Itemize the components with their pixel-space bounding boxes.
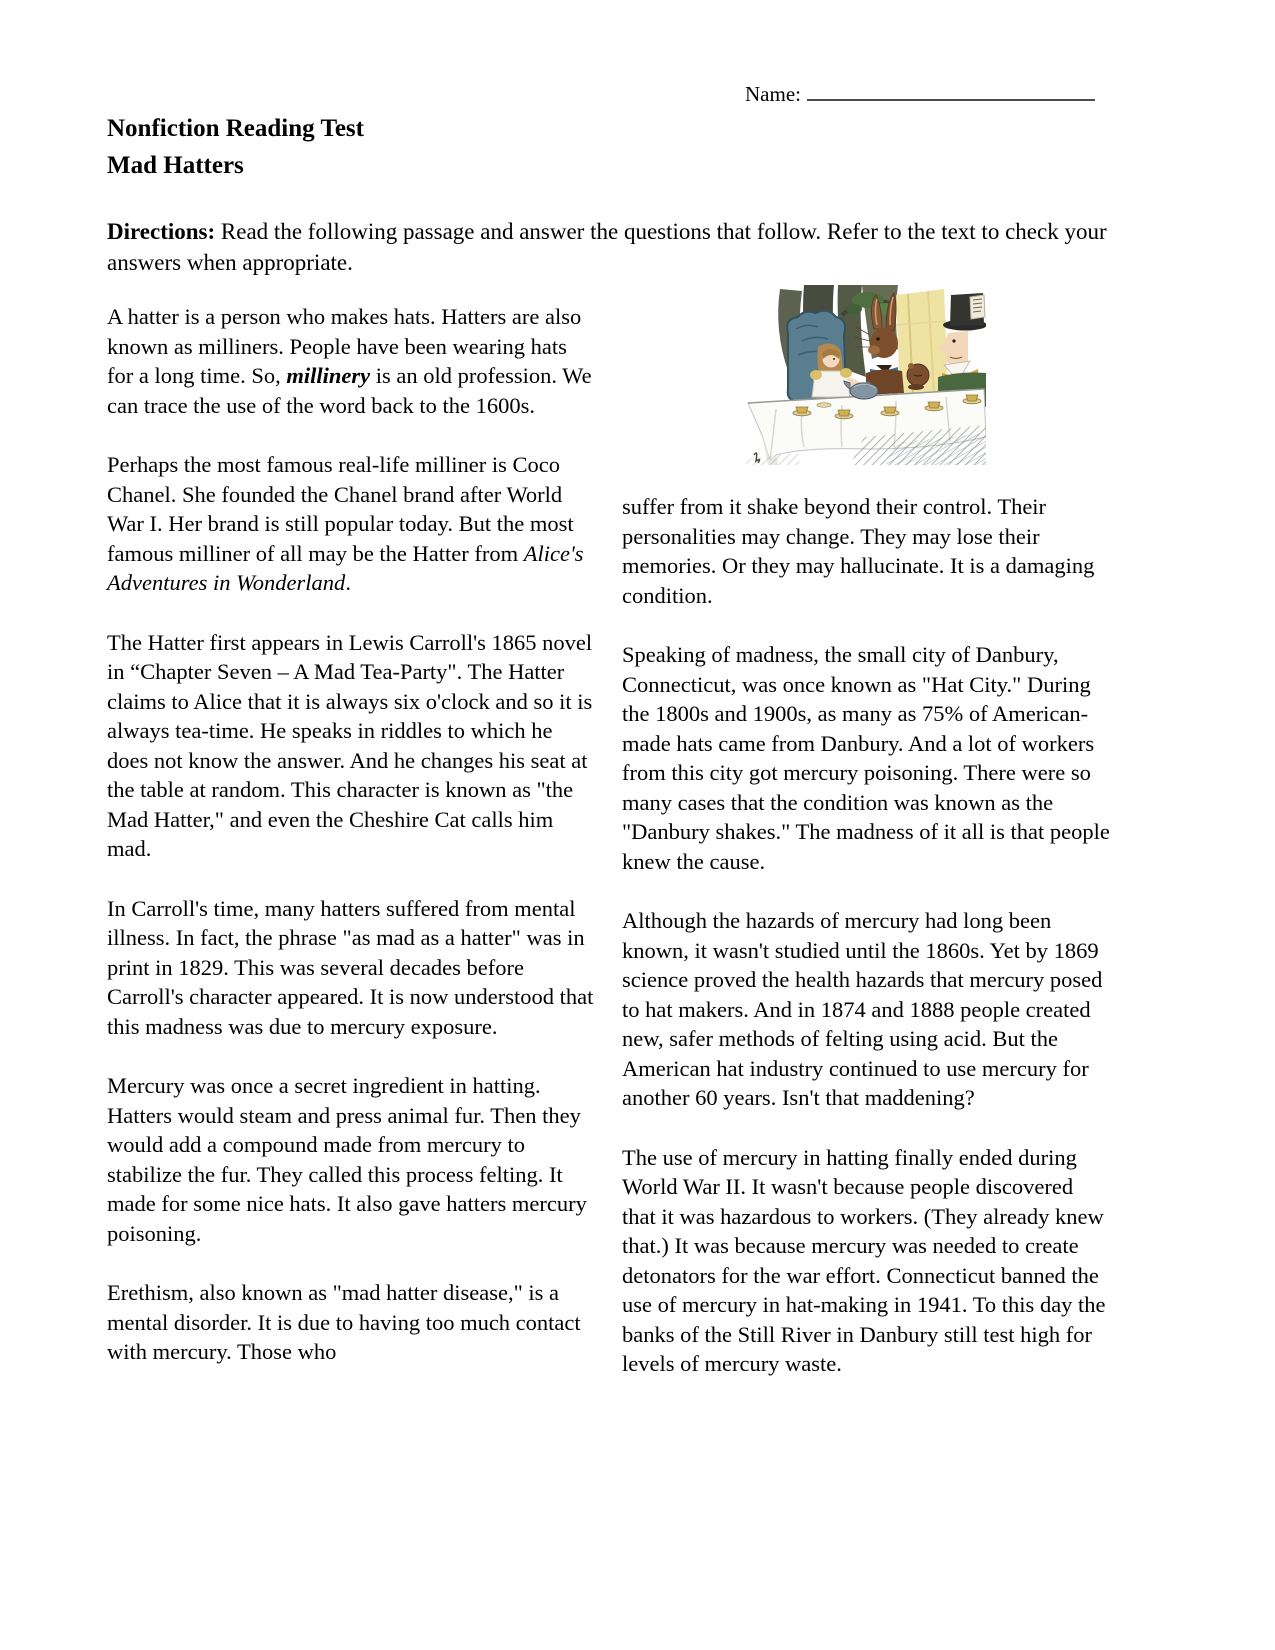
page-title bbox=[107, 110, 364, 184]
passage-text-emphasis: Alice's Adventures in Wonderland bbox=[107, 540, 584, 595]
passage-column-left bbox=[107, 285, 595, 1409]
passage-text: Mercury was once a secret ingredient in hatting. Hatters would steam and press animal fur. Then they would add a compound made from mercury to stabilize the fur. They called this process felting. It made for some nice hats. It also gave hatters mercury poisoning. bbox=[107, 1073, 587, 1246]
passage-text: is an old profession. We can trace the use of the word back to the 1600s. bbox=[107, 363, 592, 418]
passage-paragraph bbox=[622, 1143, 1110, 1379]
passage-text: Perhaps the most famous real-life milliner is Coco Chanel. She founded the Chanel brand after World War I. Her brand is still popular today. But the most famous milliner of all may be the Hatter from bbox=[107, 452, 574, 566]
passage-paragraph bbox=[622, 640, 1110, 876]
passage-text: Although the hazards of mercury had long been known, it wasn't studied until the 1860s. Yet by 1869 science proved the health hazards that mercury posed to hat makers. And in 1874 and 1888 people created new, safer methods of felting using acid. But the American hat industry continued to use mercury for another 60 years. Isn't that maddening? bbox=[622, 908, 1103, 1110]
name-blank-line bbox=[807, 83, 1095, 101]
passage-text-emphasis: Directions: bbox=[107, 219, 216, 244]
passage-paragraph bbox=[622, 492, 1110, 610]
passage-column-right bbox=[622, 285, 1110, 1409]
passage-column-right-text bbox=[622, 492, 1110, 1379]
passage-paragraph bbox=[107, 450, 595, 598]
passage-paragraph bbox=[107, 894, 595, 1042]
title-line-2: Mad Hatters bbox=[107, 152, 244, 179]
passage-paragraph bbox=[107, 1278, 595, 1367]
passage-columns bbox=[107, 285, 1110, 1409]
passage-text: The Hatter first appears in Lewis Carroll's 1865 novel in “Chapter Seven – A Mad Tea-Party". The Hatter claims to Alice that it is always six o'clock and so it is always tea-time. He speaks in riddles to which he does not know the answer. And he changes his seat at the table at random. This character is known as "the Mad Hatter," and even the Cheshire Cat calls him mad. bbox=[107, 629, 593, 861]
title-line-1: Nonfiction Reading Test bbox=[107, 115, 364, 142]
tea-party-illustration-svg bbox=[746, 285, 986, 465]
passage-text: Erethism, also known as "mad hatter disease," is a mental disorder. It is due to having too much contact with mercury. Those who bbox=[107, 1280, 581, 1364]
passage-paragraph bbox=[622, 906, 1110, 1113]
passage-text: In Carroll's time, many hatters suffered from mental illness. In fact, the phrase "as mad as a hatter" was in print in 1829. This was several decades before Carroll's character appeared. It is now understood that this madness was due to mercury exposure. bbox=[107, 895, 594, 1039]
passage-paragraph bbox=[107, 628, 595, 864]
passage-paragraph bbox=[107, 1071, 595, 1248]
passage-text: Read the following passage and answer the questions that follow. Refer to the text to check your answers when appropriate. bbox=[107, 219, 1107, 275]
tea-party-illustration bbox=[746, 285, 986, 465]
directions bbox=[107, 216, 1112, 278]
name-label: Name: bbox=[745, 82, 801, 106]
passage-text: . bbox=[345, 570, 351, 595]
passage-text: suffer from it shake beyond their control. Their personalities may change. They may lose their memories. Or they may hallucinate. It is a damaging condition. bbox=[622, 494, 1095, 608]
passage-text: Speaking of madness, the small city of Danbury, Connecticut, was once known as "Hat City." During the 1800s and 1900s, as many as 75% of American-made hats came from Danbury. And a lot of workers from this city got mercury poisoning. There were so many cases that the condition was known as the "Danbury shakes." The madness of it all is that people knew the cause. bbox=[622, 642, 1110, 874]
name-line bbox=[745, 82, 1095, 107]
passage-text: The use of mercury in hatting finally ended during World War II. It wasn't because people discovered that it was hazardous to workers. (They already knew that.) It was because mercury was needed to create detonators for the war effort. Connecticut banned the use of mercury in hat-making in 1941. To this day the banks of the Still River in Danbury still test high for levels of mercury waste. bbox=[622, 1144, 1106, 1376]
passage-text-emphasis: millinery bbox=[286, 363, 371, 388]
passage-text: A hatter is a person who makes hats. Hatters are also known as milliners. People have been wearing hats for a long time. So, bbox=[107, 304, 582, 388]
passage-paragraph bbox=[107, 302, 595, 420]
